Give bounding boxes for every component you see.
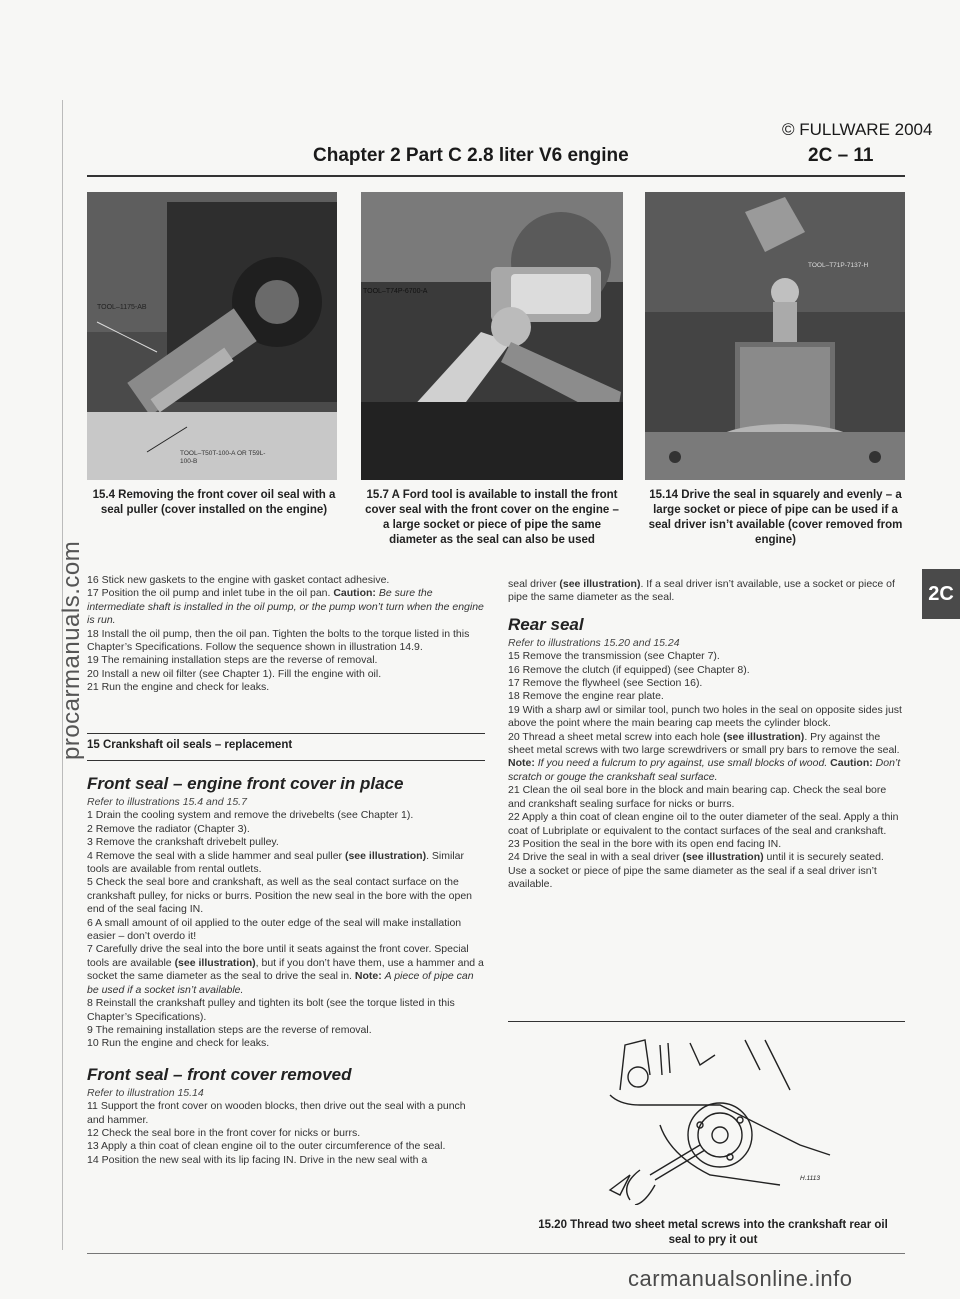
right-column-rule	[508, 1021, 905, 1022]
diagram-caption: 15.20 Thread two sheet metal screws into the crankshaft rear oil seal to pry it out	[538, 1219, 888, 1246]
step-8: 8 Reinstall the crankshaft pulley and tighten its bolt (see the torque listed in this Chapter’s Specifications).	[87, 997, 455, 1023]
step-19: 19 The remaining installation steps are the reverse of removal.	[87, 654, 378, 667]
step-4: 4 Remove the seal with a slide hammer and seal puller (see illustration). Similar tools are available from rental outlets.	[87, 849, 464, 876]
heading-front-seal-removed: Front seal – front cover removed	[87, 1064, 352, 1084]
heading-front-seal-in-place: Front seal – engine front cover in place	[87, 774, 404, 793]
step-17: 17 Position the oil pump and inlet tube in the oil pan. Caution: Be sure the intermediate shaft is installed in the oil pump, or the pump won’t turn when the engine is run.	[87, 587, 484, 627]
step-9: 9 The remaining installation steps are the reverse of removal.	[87, 1023, 372, 1036]
step-2: 2 Remove the radiator (Chapter 3).	[87, 822, 250, 835]
photo-3-caption: 15.14 Drive the seal in squarely and evenly – a large socket or piece of pipe can be used if a seal driver isn’t available (cover removed from engine)	[648, 489, 903, 546]
photo-seal-driver	[645, 192, 905, 480]
step-24-rear: 24 Drive the seal in with a seal driver (see illustration) until it is securely seated. Use a socket or piece of pipe the same diameter as the seal if a seal driver isn’t available.	[508, 851, 884, 891]
step-10: 10 Run the engine and check for leaks.	[87, 1037, 270, 1050]
step-6: 6 A small amount of oil applied to the outer edge of the seal will make installation easier – don’t overdo it!	[87, 916, 462, 943]
step-14-continued: seal driver (see illustration). If a seal driver isn’t available, use a socket or piece of pipe the same diameter as the seal.	[508, 578, 895, 604]
chapter-title: Chapter 2 Part C 2.8 liter V6 engine	[313, 145, 629, 166]
step-1: 1 Drain the cooling system and remove the drivebelts (see Chapter 1).	[87, 809, 414, 822]
step-11: 11 Support the front cover on wooden blocks, then drive out the seal with a punch and hammer.	[87, 1100, 466, 1126]
step-15: 15 Remove the transmission (see Chapter 7).	[508, 650, 720, 663]
section-bottom-rule	[87, 760, 485, 761]
ref-15-4-15-7: Refer to illustrations 15.4 and 15.7	[87, 796, 247, 808]
ref-15-20-15-24: Refer to illustrations 15.20 and 15.24	[508, 636, 680, 649]
photo-seal-puller	[87, 192, 337, 480]
heading-rear-seal: Rear seal	[508, 614, 584, 634]
diagram-label: H.1113	[800, 1175, 820, 1182]
watermark-left: procarmanuals.com	[58, 540, 85, 760]
step-17-rear: 17 Remove the flywheel (see Section 16).	[508, 677, 703, 690]
step-7: 7 Carefully drive the seal into the bore until it seats against the front cover. Special tools are available (see illustration), but if you don’t have them, use a hammer and a socket the same diameter as the seal to drive the seal in. Note: A piece of pipe can be used if a socket isn’t available.	[87, 943, 484, 996]
watermark-bottom: carmanualsonline.info	[628, 1266, 853, 1291]
step-18: 18 Install the oil pump, then the oil pan. Tighten the bolts to the torque listed in this Chapter’s Specifications. Follow the sequence shown in illustration 14.9.	[87, 627, 470, 654]
page-number: 2C – 11	[808, 145, 874, 166]
copyright-notice: © FULLWARE 2004	[782, 120, 933, 139]
step-13: 13 Apply a thin coat of clean engine oil to the outer circumference of the seal.	[87, 1140, 446, 1153]
photo-2-caption: 15.7 A Ford tool is available to install the front cover seal with the front cover on the engine – a large socket or piece of pipe the same diameter as the seal can also be used	[365, 489, 619, 546]
right-column	[508, 578, 905, 892]
step-22-rear: 22 Apply a thin coat of clean engine oil to the outer diameter of the seal. Apply a thin coat of Lubriplate or equivalent to the contact surfaces of the seal and crankshaft.	[508, 811, 899, 837]
ref-15-14: Refer to illustration 15.14	[87, 1086, 204, 1099]
step-21-rear: 21 Clean the oil seal bore in the block and main bearing cap. Check the seal bore and crankshaft sealing surface for nicks or burrs.	[508, 784, 887, 810]
chapter-tab: 2C	[922, 569, 960, 619]
step-18-rear: 18 Remove the engine rear plate.	[508, 690, 664, 703]
front-seal-in-place	[87, 764, 485, 1167]
photo-1-caption: 15.4 Removing the front cover oil seal with a seal puller (cover installed on the engine)	[92, 489, 336, 516]
step-20-rear: 20 Thread a sheet metal screw into each hole (see illustration). Pry against the sheet metal screws with two large screwdrivers or small pry bars to remove the seal. Note: If you need a fulcrum to pry against, use small blocks of wood. Caution: Don’t scratch or gouge the crankshaft seal surface.	[508, 730, 901, 783]
photo-2-tool-label: TOOL–T74P-6700-A	[363, 288, 428, 295]
step-21: 21 Run the engine and check for leaks.	[87, 681, 270, 694]
step-16: 16 Stick new gaskets to the engine with gasket contact adhesive.	[87, 574, 390, 586]
step-20: 20 Install a new oil filter (see Chapter 1). Fill the engine with oil.	[87, 667, 382, 680]
section-top-rule	[87, 733, 485, 734]
header-rule	[87, 175, 905, 177]
step-19-rear: 19 With a sharp awl or similar tool, punch two holes in the seal on opposite sides just above the point where the main bearing cap meets the cylinder block.	[508, 703, 902, 730]
photo-1-tool-label-2: TOOL–T50T-100-A OR T59L-100-B	[180, 450, 266, 465]
bottom-rule	[87, 1253, 905, 1254]
step-5: 5 Check the seal bore and crankshaft, as well as the seal contact surface on the crankshaft pulley, for nicks or burrs. Position the new seal in the bore with the open end of the seal facing IN.	[87, 876, 473, 916]
step-3: 3 Remove the crankshaft drivebelt pulley.	[87, 836, 279, 849]
photo-ford-tool	[361, 192, 623, 480]
left-column	[87, 574, 485, 695]
step-12: 12 Check the seal bore in the front cover for nicks or burrs.	[87, 1126, 361, 1139]
step-16-rear: 16 Remove the clutch (if equipped) (see Chapter 8).	[508, 663, 750, 676]
photo-1-tool-label: TOOL–1175-AB	[97, 304, 147, 311]
step-14: 14 Position the new seal with its lip facing IN. Drive in the new seal with a	[87, 1153, 428, 1166]
section-title: 15 Crankshaft oil seals – replacement	[87, 739, 293, 751]
photo-3-tool-label: TOOL–T71P-7137-H	[808, 262, 869, 269]
step-23-rear: 23 Position the seal in the bore with its open end facing IN.	[508, 837, 782, 850]
